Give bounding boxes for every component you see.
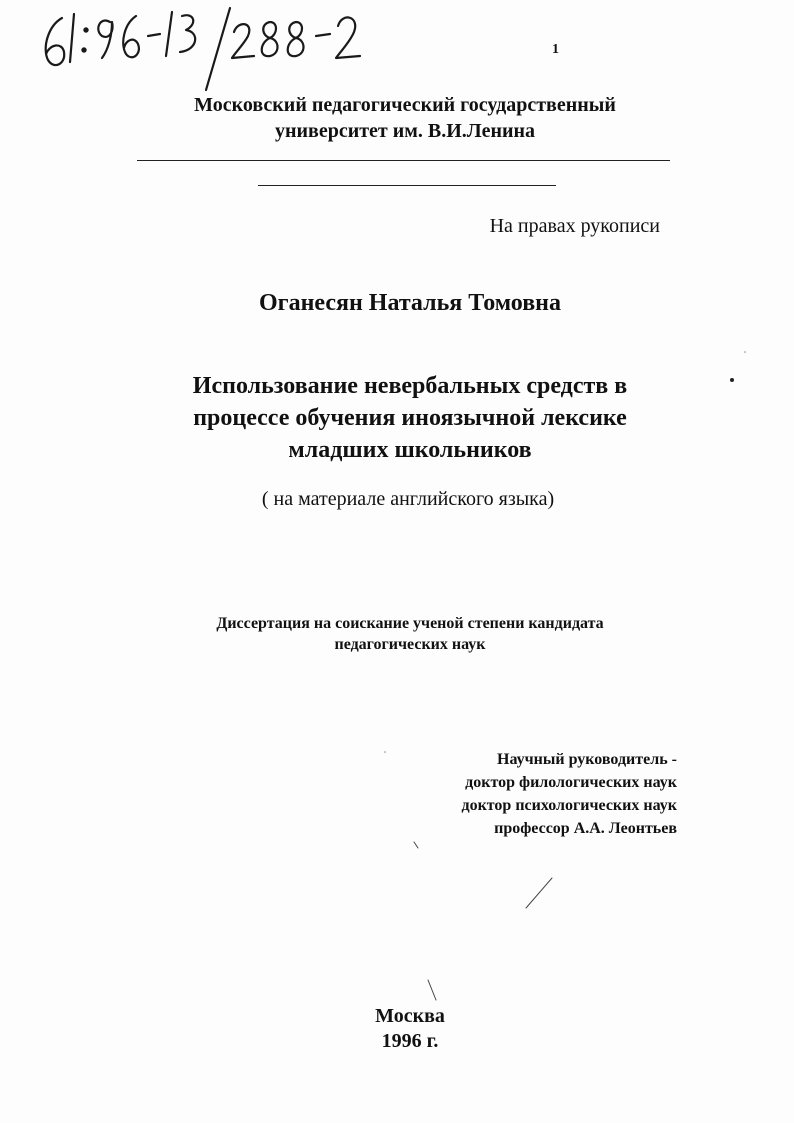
dissertation-title-line1: Использование невербальных средств в: [192, 373, 628, 399]
dissertation-title-line2: процессе обучения иноязычной лексике: [193, 405, 627, 431]
university-name-line1: Московский педагогический государственный: [194, 94, 616, 116]
manuscript-rights-note: На правах рукописи: [489, 215, 660, 237]
city: Москва: [375, 1005, 445, 1027]
degree-statement-line2: педагогических наук: [334, 636, 486, 653]
university-name-line2: университет им. В.И.Ленина: [274, 120, 536, 142]
handwritten-archive-code: [34, 0, 374, 100]
separator-line-long: [137, 160, 670, 161]
separator-line-short: [258, 185, 556, 186]
supervisor-line3: доктор психологических наук: [461, 797, 677, 814]
supervisor-line4: профессор А.А. Леонтьев: [494, 820, 677, 837]
page-number: 1: [552, 42, 559, 57]
degree-statement-line1: Диссертация на соискание ученой степени кандидата: [216, 615, 604, 632]
year: 1996 г.: [381, 1030, 439, 1052]
dissertation-subtitle: ( на материале английского языка): [261, 488, 555, 510]
dissertation-title-line3: младших школьников: [288, 437, 532, 463]
supervisor-line1: Научный руководитель -: [497, 751, 677, 768]
supervisor-line2: доктор филологических наук: [465, 774, 677, 791]
author-name: Оганесян Наталья Томовна: [259, 290, 561, 316]
